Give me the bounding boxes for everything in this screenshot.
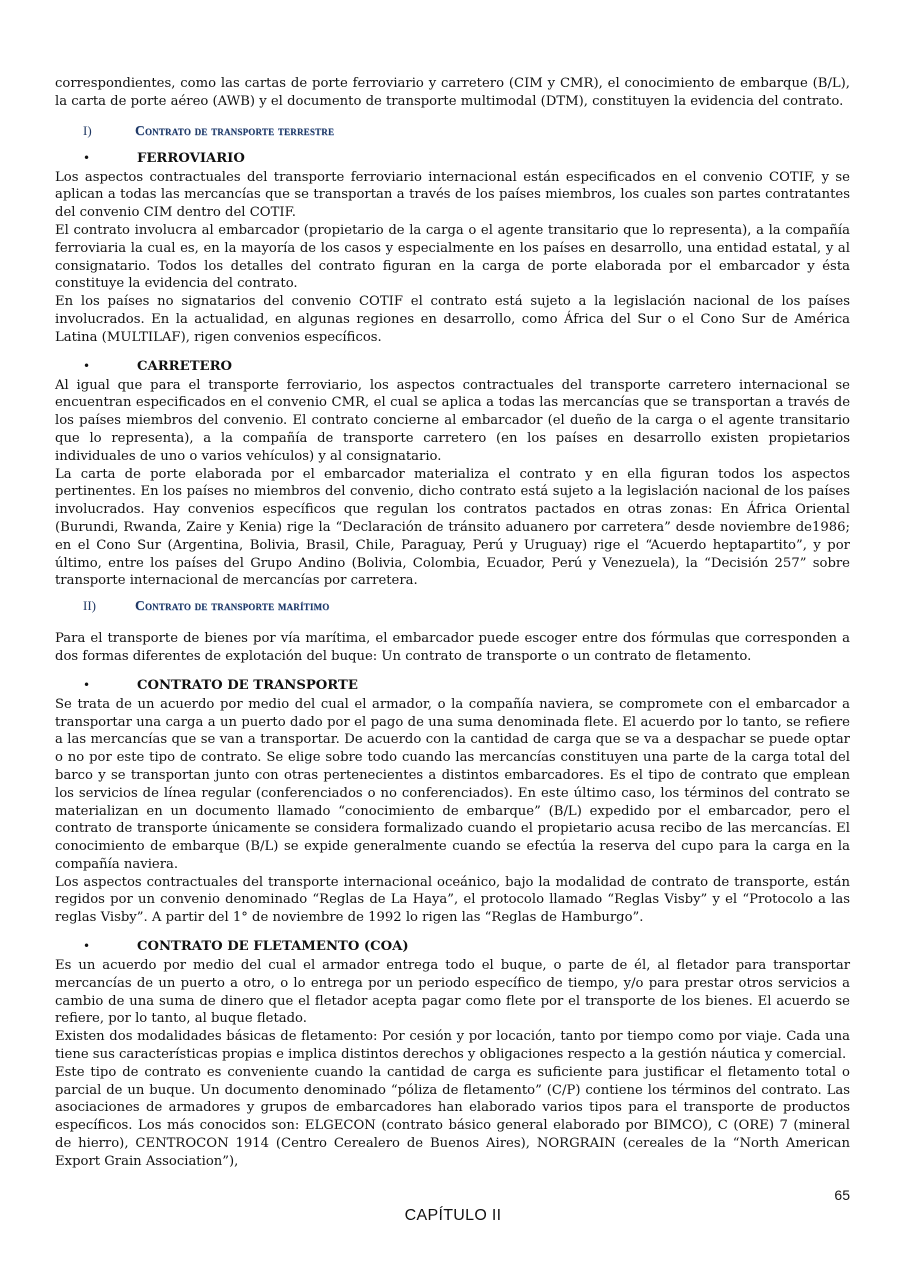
paragraph-ferroviario-3: En los países no signatarios del convenio COTIF el contrato está sujeto a la legislación nacional de los países involucrados. En la actualidad, en algunas regiones en desarrollo, como África del Sur o el Cono Sur de América Latina (MULTILAF), rigen convenios específicos. — [55, 294, 850, 345]
paragraph-contrato-transporte-2: Los aspectos contractuales del transporte internacional oceánico, bajo la modalidad de contrato de transporte, están regidos por un convenio denominado “Reglas de La Haya”, el protocolo llamado “Reglas Visby” y el “Protocolo a las reglas Visby”. A partir del 1° de noviembre de 1992 lo rigen las “Reglas de Hamburgo”. — [55, 874, 850, 926]
document-body — [55, 75, 850, 1171]
bullet-icon: • — [83, 939, 91, 954]
paragraph-ferroviario-2: El contrato involucra al embarcador (propietario de la carga o el agente transitario que lo representa), a la compañía ferroviaria la cual es, en la mayoría de los casos y especialmente en los países en desarrollo, una entidad estatal, y al consignatario. Todos los detalles del contrato figuran en la carga de porte elaborada por el embarcador y ésta constituye la evidencia del contrato. — [55, 222, 850, 292]
bullet-icon: • — [83, 150, 91, 165]
paragraph-fletamento-3: Este tipo de contrato es conveniente cuando la cantidad de carga es suficiente para justificar el fletamento total o parcial de un buque. Un documento denominado “póliza de fletamento” (C/P) contiene los términos del contrato. Las asociaciones de armadores y grupos de embarcadores han elaborado varios tipos para el transporte de productos específicos. Los más conocidos son: ELGECON (contrato básico general elaborado por BIMCO), C (ORE) 7 (mineral de hierro), CENTROCON 1914 (Centro Cerealero de Buenos Aires), NORGRAIN (cereales de la “North American Export Grain Association”), — [55, 1064, 850, 1169]
paragraph-carretero-1: Al igual que para el transporte ferroviario, los aspectos contractuales del transporte carretero internacional se encuentran especificados en el convenio CMR, el cual se aplica a todas las mercancías que se transportan a través de los países miembros del convenio. El contrato concierne al embarcador (el dueño de la carga o el agente transitario que lo representa), a la compañía de transporte carretero (en los países en desarrollo existen propietarios individuales de uno o varios vehículos) y al consignatario. — [55, 377, 850, 464]
paragraph-carretero-2: La carta de porte elaborada por el embarcador materializa el contrato y en ella figuran todos los aspectos pertinentes. En los países no miembros del convenio, dicho contrato está sujeto a la legislación nacional de los países involucrados. Hay convenios específicos que regulan los contratos pactados en otras zonas: En África Oriental (Burundi, Rwanda, Zaire y Kenia) rige la “Declaración de tránsito aduanero por carretera” desde noviembre de1986; en el Cono Sur (Argentina, Bolivia, Brasil, Chile, Paraguay, Perú y Uruguay) rige el “Acuerdo heptapartito”, y por último, entre los países del Grupo Andino (Bolivia, Colombia, Ecuador, Perú y Venezuela), la “Decisión 257” sobre transporte internacional de mercancías por carretera. — [55, 466, 850, 589]
bullet-heading-contrato-transporte — [55, 678, 850, 696]
section-number: II) — [83, 598, 96, 614]
paragraph-intro: correspondientes, como las cartas de porte ferroviario y carretero (CIM y CMR), el conocimiento de embarque (B/L), la carta de porte aéreo (AWB) y el documento de transporte multimodal (DTM), constituyen la evidencia del contrato. — [55, 76, 850, 109]
paragraph-fletamento-2: Existen dos modalidades básicas de fletamento: Por cesión y por locación, tanto por tiempo como por viaje. Cada una tiene sus características propias e implica distintos derechos y obligaciones respecto a la gestión náutica y comercial. — [55, 1029, 850, 1063]
bullet-heading-ferroviario — [55, 151, 850, 169]
bullet-label: FERROVIARIO — [137, 150, 245, 166]
section-heading-terrestre — [55, 123, 850, 143]
paragraph-ferroviario-1: Los aspectos contractuales del transporte ferroviario internacional están especificados en el convenio COTIF, y se aplican a todas las mercancías que se transportan a través de los países miembros, los cuales son partes contratantes del convenio CIM dentro del COTIF. — [55, 169, 850, 221]
page-number: 65 — [834, 1187, 850, 1203]
paragraph-maritimo-intro: Para el transporte de bienes por vía marítima, el embarcador puede escoger entre dos fórmulas que corresponden a dos formas diferentes de explotación del buque: Un contrato de transporte o un contrato de fletamento. — [55, 631, 850, 664]
bullet-icon: • — [83, 677, 91, 692]
bullet-heading-carretero — [55, 359, 850, 377]
paragraph-contrato-transporte-1: Se trata de un acuerdo por medio del cual el armador, o la compañía naviera, se compromete con el embarcador a transportar una carga a un puerto dado por el pago de una suma denominada flete. El acuerdo por lo tanto, se refiere a las mercancías que se van a transportar. De acuerdo con la cantidad de carga que se va a despachar se puede optar o no por este tipo de contrato. Se elige sobre todo cuando las mercancías constituyen una parte de la carga total del barco y se transportan junto con otras pertenecientes a distintos embarcadores. Es el tipo de contrato que emplean los servicios de línea regular (conferenciados o no conferenciados). En este último caso, los términos del contrato se materializan en un documento llamado “conocimiento de embarque” (B/L) expedido por el embarcador, pero el contrato de transporte únicamente se considera formalizado cuando el propietario acusa recibo de las mercancías. El conocimiento de embarque (B/L) se expide generalmente cuando se efectúa la reserva del cupo para la carga en la compañía naviera. — [55, 696, 850, 872]
bullet-label: CONTRATO DE TRANSPORTE — [137, 677, 358, 693]
bullet-label: CARRETERO — [137, 358, 233, 374]
section-heading-maritimo — [55, 598, 850, 618]
bullet-heading-contrato-fletamento — [55, 939, 850, 957]
bullet-icon: • — [83, 358, 91, 373]
chapter-footer: CAPÍTULO II — [404, 1207, 502, 1224]
section-title: Contrato de transporte marítimo — [135, 598, 330, 614]
section-title: Contrato de transporte terrestre — [135, 122, 335, 138]
paragraph-fletamento-1: Es un acuerdo por medio del cual el armador entrega todo el buque, o parte de él, al fletador para transportar mercancías de un puerto a otro, o lo entrega por un periodo específico de tiempo, y/o para prestar otros servicios a cambio de una suma de dinero que el fletador acepta pagar como flete por el transporte de los bienes. El acuerdo se refiere, por lo tanto, al buque fletado. — [55, 958, 850, 1027]
bullet-label: CONTRATO DE FLETAMENTO (COA) — [137, 939, 409, 955]
section-number: I) — [83, 122, 92, 138]
